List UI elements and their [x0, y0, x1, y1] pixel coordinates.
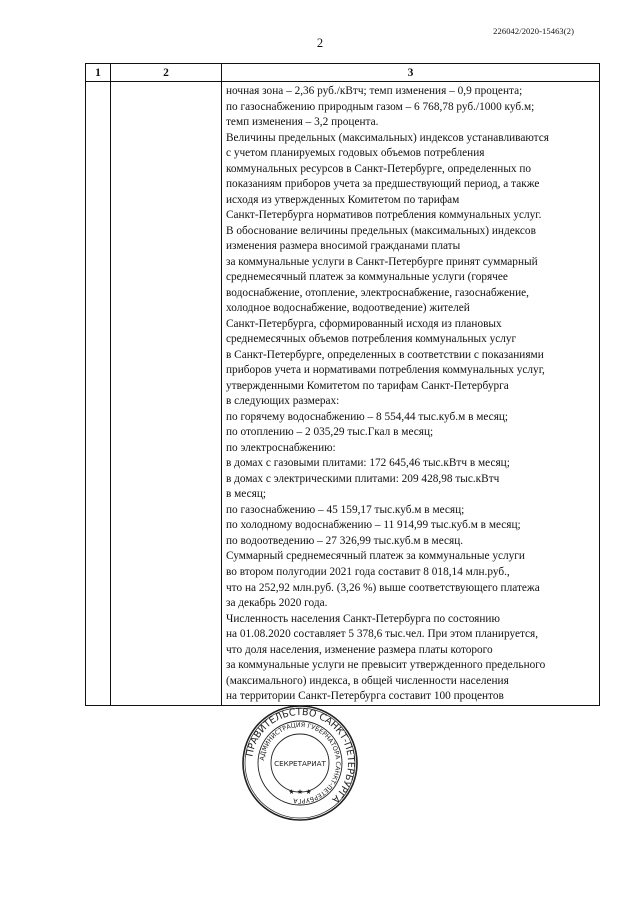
table-body-row [86, 82, 600, 706]
text-line: по горячему водоснабжению – 8 554,44 тыс.куб.м в месяц; [226, 410, 509, 423]
text-line: по электроснабжению: [226, 441, 336, 454]
text-line: за коммунальные услуги не превысит утвержденного предельного [226, 659, 546, 672]
column-header-3: 3 [222, 64, 600, 82]
text-line: коммунальных ресурсов в Санкт-Петербурге, определенных по [226, 162, 532, 175]
table-header-row [86, 64, 600, 82]
text-line: (максимального) индекса, в общей численности населения [226, 674, 509, 687]
cell-col-3 [222, 82, 600, 706]
text-line: утвержденными Комитетом по тарифам Санкт-Петербурга [226, 379, 509, 392]
text-line: ночная зона – 2,36 руб./кВтч; темп изменения – 0,9 процента; [226, 85, 523, 97]
text-block [226, 84, 595, 705]
text-line: показаниям приборов учета за предшествующий период, а также [226, 178, 540, 191]
text-line: Суммарный среднемесячный платеж за коммунальные услуги [226, 550, 525, 563]
cell-col-1 [86, 82, 111, 706]
text-line: на территории Санкт-Петербурга составит 100 процентов [226, 690, 504, 703]
text-line: в следующих размерах: [226, 395, 340, 408]
text-line: приборов учета и нормативами потребления коммунальных услуг, [226, 364, 545, 377]
text-line: среднемесячных объемов потребления коммунальных услуг [226, 333, 517, 346]
text-line: в месяц; [226, 488, 266, 501]
text-line: водоснабжение, отопление, электроснабжение, газоснабжение, [226, 286, 529, 299]
text-line: по газоснабжению – 45 159,17 тыс.куб.м в месяц; [226, 503, 465, 516]
text-line: Санкт-Петербурга, сформированный исходя из плановых [226, 317, 502, 330]
stamp-outer-text: ПРАВИТЕЛЬСТВО САНКТ-ПЕТЕРБУРГА [244, 706, 357, 805]
text-line: в домах с газовыми плитами: 172 645,46 тыс.кВтч в месяц; [226, 457, 510, 470]
text-line: во втором полугодии 2021 года составит 8 018,14 млн.руб., [226, 565, 510, 578]
text-line: холодное водоснабжение, водоотведение) жителей [226, 302, 470, 315]
text-line: Численность населения Санкт-Петербурга по состоянию [226, 612, 500, 625]
text-line: по газоснабжению природным газом – 6 768,78 руб./1000 куб.м; [226, 100, 535, 113]
stamp-star-icon: ★ ★ ★ [288, 788, 312, 796]
stamp-center-text: СЕКРЕТАРИАТ [274, 759, 326, 768]
column-header-1: 1 [86, 64, 111, 82]
text-line: изменения размера вносимой гражданами платы [226, 240, 461, 253]
text-line: в домах с электрическими плитами: 209 428,98 тыс.кВтч [226, 472, 500, 485]
text-line: Санкт-Петербурга нормативов потребления коммунальных услуг. [226, 209, 542, 222]
text-line: исходя из утвержденных Комитетом по тарифам [226, 193, 460, 206]
cell-col-2 [111, 82, 222, 706]
text-line: в Санкт-Петербурге, определенных в соответствии с показаниями [226, 348, 544, 361]
text-line: по водоотведению – 27 326,99 тыс.куб.м в месяц. [226, 534, 464, 547]
page-number: 2 [316, 36, 324, 50]
column-header-2: 2 [111, 64, 222, 82]
text-line: что на 252,92 млн.руб. (3,26 %) выше соответствующего платежа [226, 581, 540, 594]
seal-stamp [241, 704, 359, 822]
text-line: за коммунальные услуги в Санкт-Петербурге принят суммарный [226, 255, 538, 268]
text-line: среднемесячный платеж за коммунальные услуги (горячее [226, 271, 508, 284]
content-table [85, 63, 600, 706]
text-line: по холодному водоснабжению – 11 914,99 тыс.куб.м в месяц; [226, 519, 521, 532]
text-line: что доля населения, изменение размера платы которого [226, 643, 493, 656]
text-line: Величины предельных (максимальных) индексов устанавливаются [226, 131, 549, 144]
text-line: В обоснование величины предельных (максимальных) индексов [226, 224, 536, 237]
text-line: с учетом планируемых годовых объемов потребления [226, 147, 485, 160]
text-line: на 01.08.2020 составляет 5 378,6 тыс.чел. При этом планируется, [226, 628, 539, 641]
text-line: темп изменения – 3,2 процента. [226, 116, 379, 129]
document-id: 226042/2020-15463(2) [493, 26, 574, 36]
text-line: за декабрь 2020 года. [226, 597, 328, 610]
stamp-inner-text: АДМИНИСТРАЦИЯ ГУБЕРНАТОРА САНКТ-ПЕТЕРБУРГА [259, 721, 342, 805]
text-line: по отоплению – 2 035,29 тыс.Гкал в месяц; [226, 426, 434, 439]
